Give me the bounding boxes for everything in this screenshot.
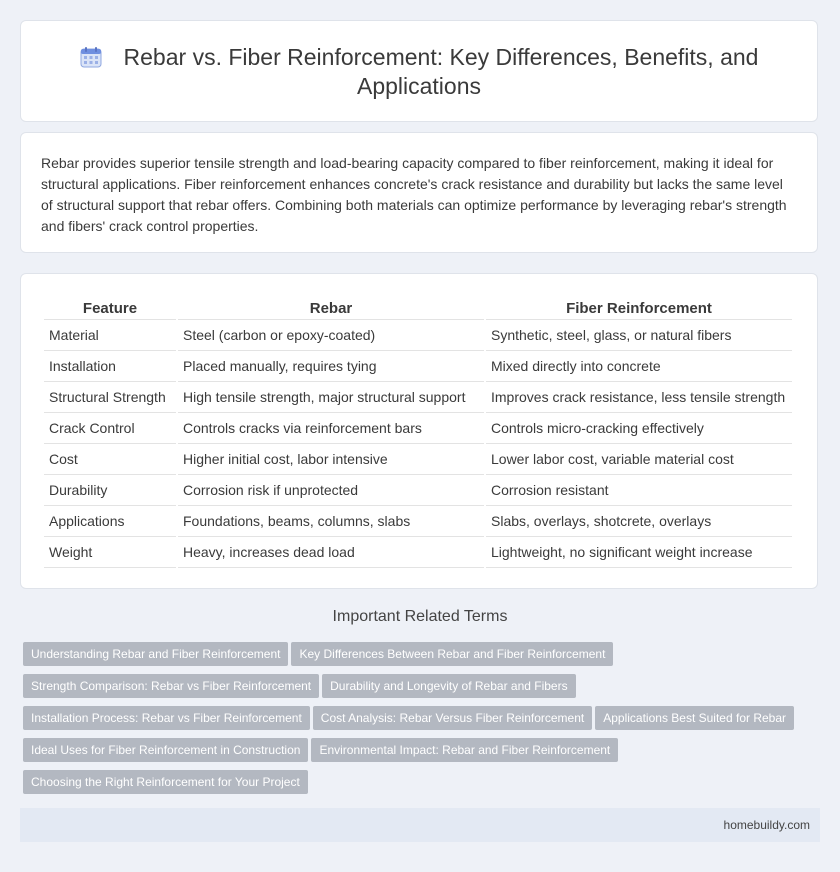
table-cell: Controls cracks via reinforcement bars <box>178 413 484 444</box>
table-cell: Lower labor cost, variable material cost <box>486 444 792 475</box>
comparison-table <box>42 295 794 568</box>
table-cell: Mixed directly into concrete <box>486 351 792 382</box>
table-cell: High tensile strength, major structural support <box>178 382 484 413</box>
column-header-fiber: Fiber Reinforcement <box>486 295 792 320</box>
table-cell: Heavy, increases dead load <box>178 537 484 568</box>
table-row <box>44 351 792 382</box>
table-cell: Corrosion risk if unprotected <box>178 475 484 506</box>
table-row <box>44 444 792 475</box>
related-term-link[interactable]: Durability and Longevity of Rebar and Fibers <box>322 674 575 698</box>
table-cell: Weight <box>44 537 176 568</box>
table-cell: Improves crack resistance, less tensile strength <box>486 382 792 413</box>
table-cell: Higher initial cost, labor intensive <box>178 444 484 475</box>
table-cell: Steel (carbon or epoxy-coated) <box>178 320 484 351</box>
table-row <box>44 413 792 444</box>
table-header-row <box>44 295 792 320</box>
table-cell: Applications <box>44 506 176 537</box>
page-title: Rebar vs. Fiber Reinforcement: Key Differences, Benefits, and Applications <box>123 44 759 99</box>
summary-text: Rebar provides superior tensile strength and load-bearing capacity compared to fiber reinforcement, making it ideal for structural applications. Fiber reinforcement enhances concrete's crack resistance and durability but lacks the same level of structural support that rebar offers. Combining both materials can optimize performance by leveraging rebar's strength and fibers' crack control properties. <box>41 155 787 234</box>
column-header-feature: Feature <box>44 295 176 320</box>
related-term-link[interactable]: Strength Comparison: Rebar vs Fiber Reinforcement <box>23 674 319 698</box>
related-terms-list <box>23 642 813 802</box>
table-cell: Structural Strength <box>44 382 176 413</box>
related-term-link[interactable]: Understanding Rebar and Fiber Reinforcement <box>23 642 288 666</box>
table-row <box>44 475 792 506</box>
table-row <box>44 320 792 351</box>
related-terms-heading: Important Related Terms <box>332 608 508 625</box>
related-term-link[interactable]: Installation Process: Rebar vs Fiber Reinforcement <box>23 706 310 730</box>
table-cell: Corrosion resistant <box>486 475 792 506</box>
table-cell: Material <box>44 320 176 351</box>
summary-card <box>20 132 818 253</box>
comparison-card <box>20 273 818 589</box>
table-cell: Controls micro-cracking effectively <box>486 413 792 444</box>
related-term-link[interactable]: Applications Best Suited for Rebar <box>595 706 794 730</box>
table-cell: Durability <box>44 475 176 506</box>
table-cell: Synthetic, steel, glass, or natural fibers <box>486 320 792 351</box>
table-cell: Slabs, overlays, shotcrete, overlays <box>486 506 792 537</box>
related-term-link[interactable]: Choosing the Right Reinforcement for Your Project <box>23 770 308 794</box>
table-row <box>44 382 792 413</box>
table-row <box>44 537 792 568</box>
table-cell: Lightweight, no significant weight increase <box>486 537 792 568</box>
calendar-icon <box>80 46 102 68</box>
column-header-rebar: Rebar <box>178 295 484 320</box>
table-cell: Crack Control <box>44 413 176 444</box>
footer-site-link[interactable]: homebuildy.com <box>723 818 810 832</box>
related-term-link[interactable]: Environmental Impact: Rebar and Fiber Reinforcement <box>311 738 618 762</box>
related-term-link[interactable]: Ideal Uses for Fiber Reinforcement in Construction <box>23 738 308 762</box>
related-term-link[interactable]: Key Differences Between Rebar and Fiber Reinforcement <box>291 642 613 666</box>
page-footer <box>20 808 820 842</box>
table-cell: Foundations, beams, columns, slabs <box>178 506 484 537</box>
page-header <box>20 20 818 122</box>
table-row <box>44 506 792 537</box>
related-term-link[interactable]: Cost Analysis: Rebar Versus Fiber Reinforcement <box>313 706 592 730</box>
table-cell: Cost <box>44 444 176 475</box>
table-cell: Installation <box>44 351 176 382</box>
table-cell: Placed manually, requires tying <box>178 351 484 382</box>
